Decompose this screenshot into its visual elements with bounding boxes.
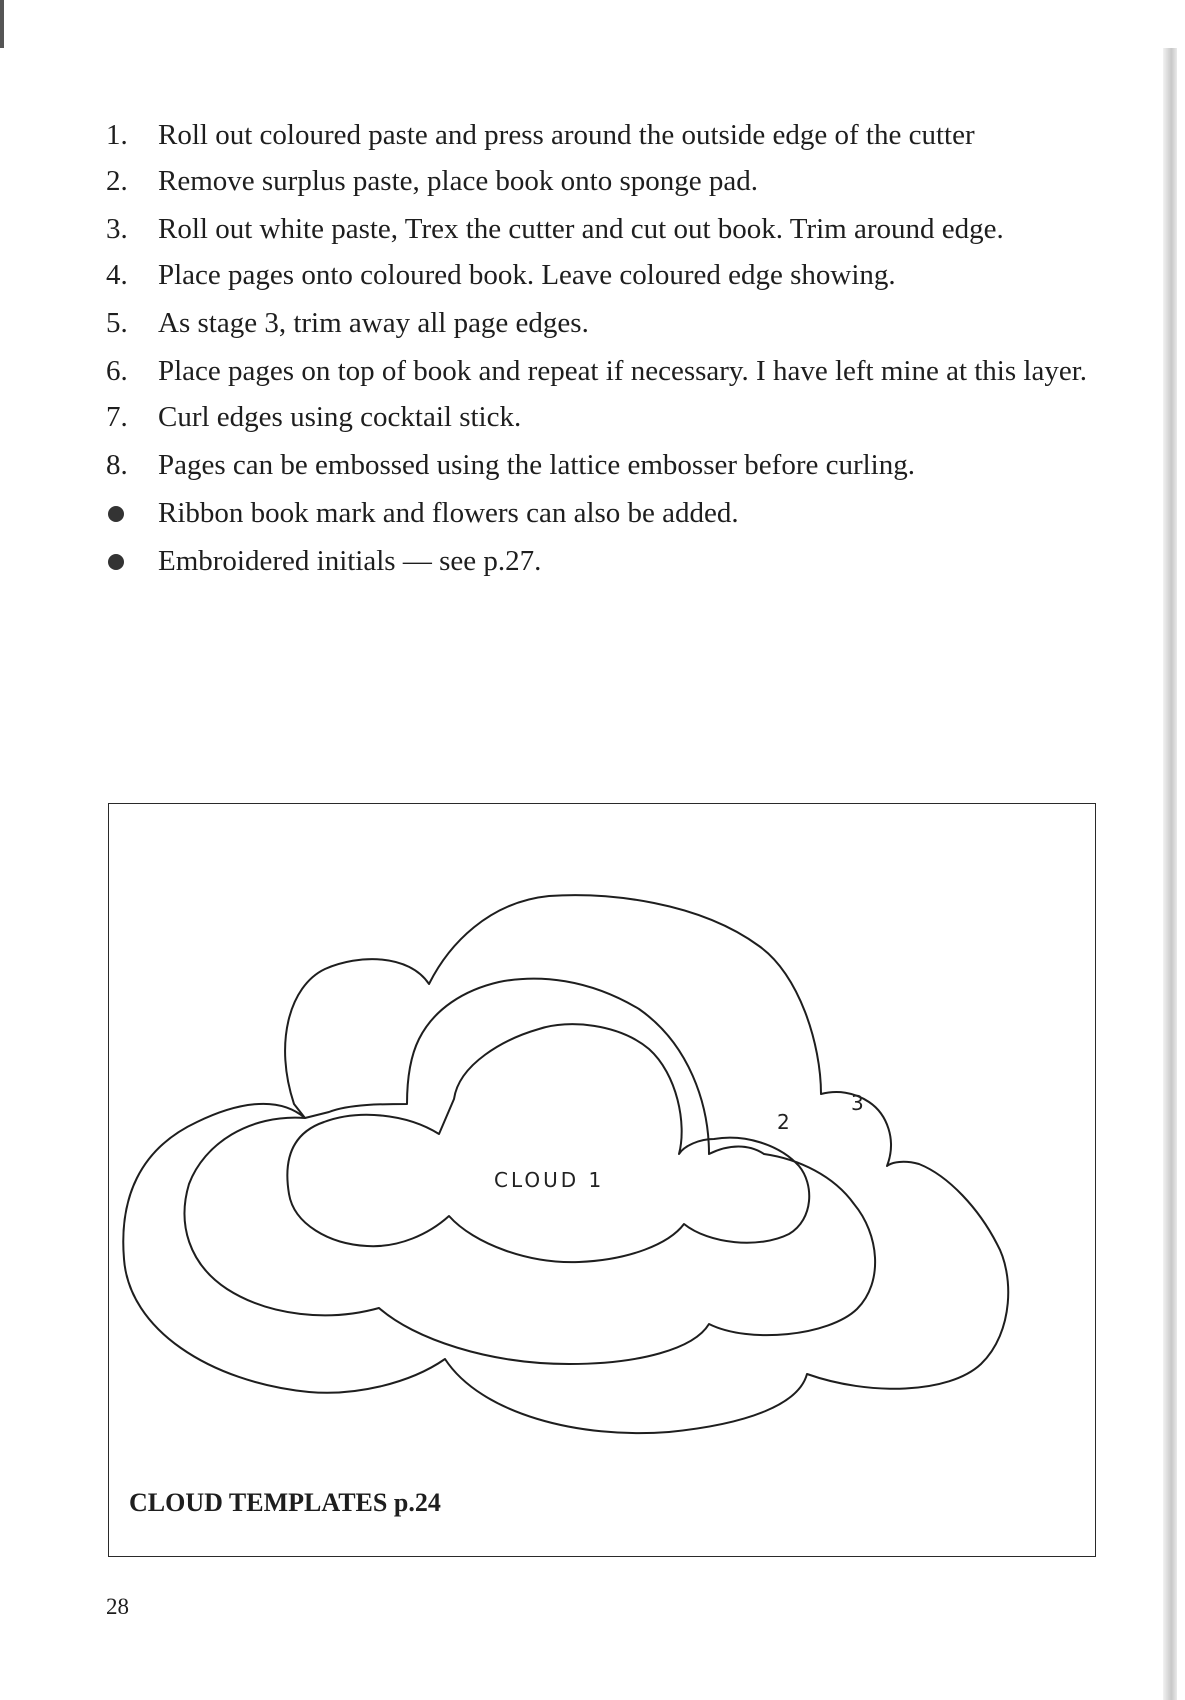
cloud-template-frame [108, 803, 1096, 1557]
page-number: 28 [106, 1594, 129, 1619]
step-text: Pages can be embossed using the lattice embosser before curling. [158, 449, 915, 481]
step-text: Roll out coloured paste and press around the outside edge of the cutter [158, 119, 975, 151]
step-8 [106, 448, 1106, 482]
bullet-icon [108, 506, 124, 522]
step-number: 1. [106, 119, 128, 151]
step-2 [106, 164, 1106, 198]
step-text: As stage 3, trim away all page edges. [158, 307, 589, 339]
bullet-text: Embroidered initials — see p.27. [158, 545, 542, 577]
bullet-icon [108, 554, 124, 570]
bullet-item [106, 496, 1106, 530]
template-caption: CLOUD TEMPLATES p.24 [129, 1488, 441, 1517]
step-number: 5. [106, 307, 128, 339]
step-6 [106, 354, 1106, 388]
step-text: Remove surplus paste, place book onto sponge pad. [158, 165, 759, 197]
step-4 [106, 258, 1106, 292]
step-text: Place pages onto coloured book. Leave coloured edge showing. [158, 259, 896, 291]
cloud-2-label: 2 [777, 1110, 790, 1134]
step-number: 2. [106, 165, 128, 197]
step-number: 8. [106, 449, 128, 481]
step-number: 3. [106, 213, 128, 245]
instruction-list [106, 118, 1106, 592]
bullet-text: Ribbon book mark and flowers can also be added. [158, 497, 739, 529]
step-number: 6. [106, 355, 128, 387]
step-1 [106, 118, 1106, 152]
bullet-item [106, 544, 1106, 578]
page-edge [1163, 48, 1177, 1700]
step-text: Roll out white paste, Trex the cutter and cut out book. Trim around edge. [158, 213, 1004, 245]
cloud-1-label: CLOUD 1 [494, 1168, 605, 1192]
step-3 [106, 212, 1106, 246]
step-number: 4. [106, 259, 128, 291]
cloud-1-outline [287, 1024, 809, 1262]
cloud-3-label: 3 [851, 1091, 864, 1115]
binding-shadow [0, 0, 4, 48]
step-text: Curl edges using cocktail stick. [158, 401, 522, 433]
step-7 [106, 400, 1106, 434]
step-5 [106, 306, 1106, 340]
cloud-template-drawing [109, 804, 1095, 1556]
cloud-3-outline [123, 895, 1008, 1433]
step-text: Place pages on top of book and repeat if necessary. I have left mine at this layer. [158, 355, 1088, 387]
step-number: 7. [106, 401, 128, 433]
